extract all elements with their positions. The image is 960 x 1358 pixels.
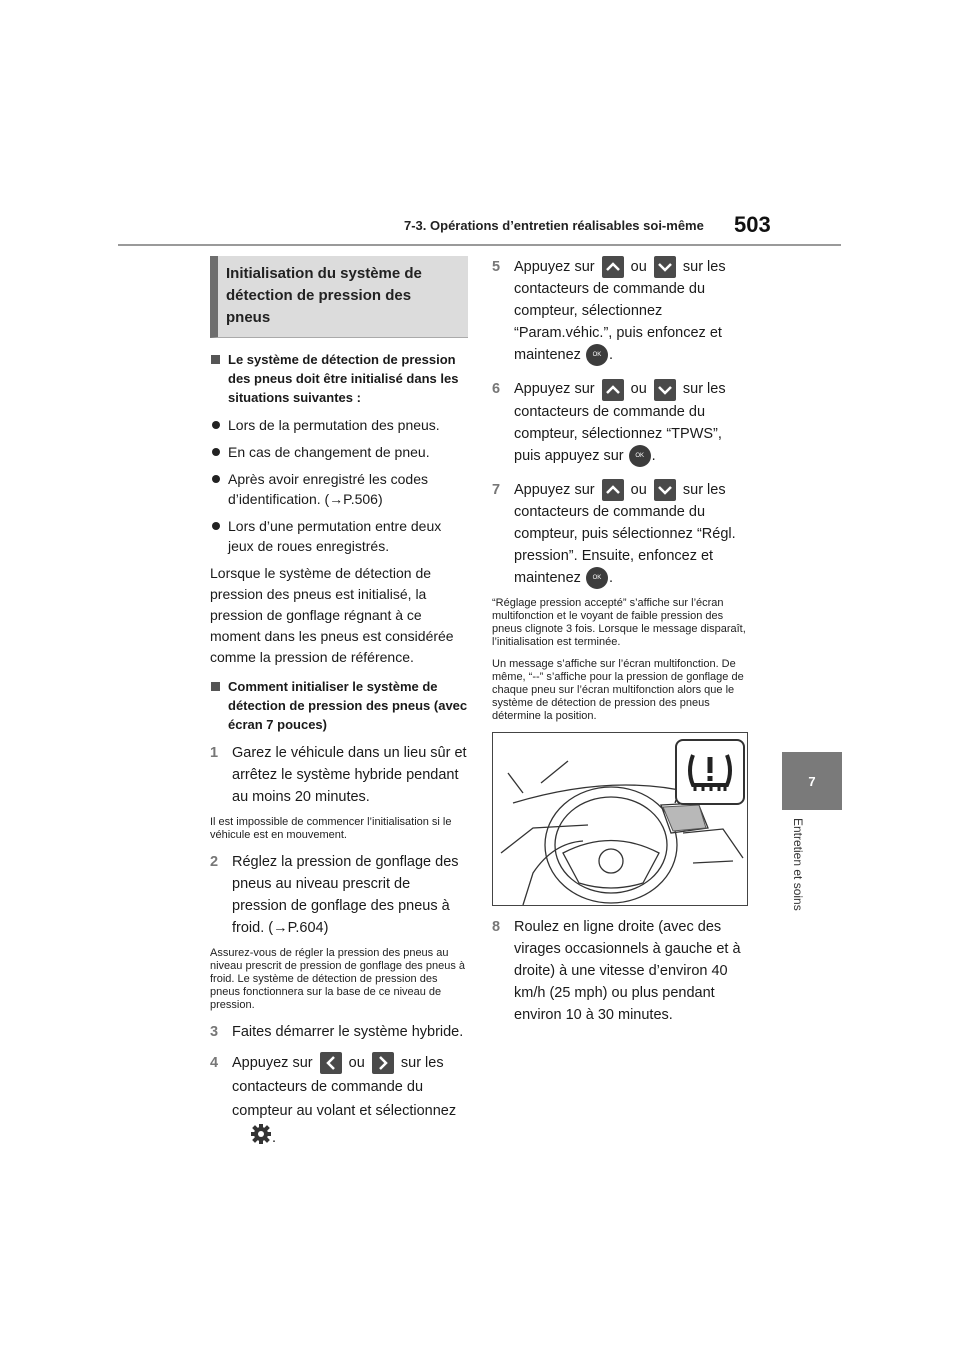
step-6: 6 Appuyez sur ou sur les contacteurs de commande du compteur, sélectionnez “TPWS”, puis appuyez sur OK . bbox=[492, 378, 750, 466]
up-arrow-icon bbox=[602, 379, 624, 401]
down-arrow-icon bbox=[654, 479, 676, 501]
section-heading: Initialisation du système de détection de pression des pneus bbox=[210, 256, 468, 338]
chapter-tab: 7 bbox=[782, 752, 842, 810]
square-bullet-icon bbox=[211, 682, 220, 691]
ok-button-icon: OK bbox=[586, 567, 608, 589]
bullet-dot-icon bbox=[212, 448, 220, 456]
step-7-note-position: Un message s’affiche sur l’écran multifonction. De même, “--” s’affiche pour la pression de gonflage de chaque pneu sur l’écran multifonction alors que le système de détection de pression des pneus détermine la position. bbox=[492, 658, 744, 723]
running-header-title: 7-3. Opérations d’entretien réalisables soi-même bbox=[404, 218, 704, 233]
gear-icon bbox=[250, 1123, 272, 1153]
right-column bbox=[492, 256, 750, 1034]
up-arrow-icon bbox=[602, 479, 624, 501]
ok-button-icon: OK bbox=[629, 445, 651, 467]
step-4: 4 Appuyez sur ou sur les contacteurs de commande du compteur au volant et sélectionnez . bbox=[210, 1051, 468, 1153]
bullet-dot-icon bbox=[212, 421, 220, 429]
subhead-initialization-situations: Le système de détection de pression des pneus doit être initialisé dans les situations suivantes : bbox=[210, 350, 468, 407]
bullet-dot-icon bbox=[212, 475, 220, 483]
step-5: 5 Appuyez sur ou sur les contacteurs de commande du compteur, sélectionnez “Param.véhic.”, puis enfoncez et maintenez OK . bbox=[492, 256, 750, 366]
list-item: Après avoir enregistré les codes d’identification. (→P.506) bbox=[210, 469, 468, 509]
step-2: 2 Réglez la pression de gonflage des pneus au niveau prescrit de pression de gonflage des pneus à froid. (→P.604) bbox=[210, 854, 459, 936]
list-item: En cas de changement de pneu. bbox=[210, 442, 468, 462]
down-arrow-icon bbox=[654, 256, 676, 278]
tire-pressure-warning-icon bbox=[675, 739, 745, 805]
subhead-how-to-initialize: Comment initialiser le système de détection de pression des pneus (avec écran 7 pouces) bbox=[210, 677, 468, 734]
step-1: 1 Garez le véhicule dans un lieu sûr et arrêtez le système hybride pendant au moins 20 minutes. bbox=[210, 745, 467, 805]
left-arrow-icon bbox=[320, 1052, 342, 1074]
left-column bbox=[210, 256, 468, 1161]
reference-pressure-paragraph: Lorsque le système de détection de pression des pneus est initialisé, la pression de gonflage régnant à ce moment dans les pneus est considérée comme la pression de référence. bbox=[210, 565, 454, 665]
step-1-note: Il est impossible de commencer l’initialisation si le véhicule est en mouvement. bbox=[210, 816, 452, 841]
header-rule bbox=[118, 244, 841, 246]
right-arrow-icon bbox=[372, 1052, 394, 1074]
ok-button-icon: OK bbox=[586, 344, 608, 366]
step-3: 3 Faites démarrer le système hybride. bbox=[210, 1024, 464, 1040]
step-7-note-accepted: “Réglage pression accepté” s’affiche sur l’écran multifonction et le voyant de faible pression des pneus clignote 3 fois. Lorsque le message disparaît, l’initialisation est terminée. bbox=[492, 597, 746, 649]
step-2-note: Assurez-vous de régler la pression des pneus au niveau prescrit de pression de gonflage des pneus à froid. Le système de détection de pression des pneus fonctionnera sur la base de ce niveau de pression. bbox=[210, 947, 466, 1011]
dashboard-illustration bbox=[492, 732, 748, 906]
page-number: 503 bbox=[734, 212, 771, 237]
up-arrow-icon bbox=[602, 256, 624, 278]
square-bullet-icon bbox=[211, 355, 220, 364]
chapter-tab-label: Entretien et soins bbox=[791, 818, 805, 911]
list-item: Lors de la permutation des pneus. bbox=[210, 415, 468, 435]
bullet-dot-icon bbox=[212, 522, 220, 530]
step-7: 7 Appuyez sur ou sur les contacteurs de commande du compteur, puis sélectionnez “Régl. pression”. Ensuite, enfoncez et maintenez OK . bbox=[492, 479, 750, 589]
down-arrow-icon bbox=[654, 379, 676, 401]
list-item: Lors d’une permutation entre deux jeux de roues enregistrés. bbox=[210, 516, 468, 556]
step-8: 8 Roulez en ligne droite (avec des virages occasionnels à gauche et à droite) à une vitesse d’environ 40 km/h (25 mph) ou plus pendant environ 10 à 30 minutes. bbox=[492, 919, 741, 1024]
